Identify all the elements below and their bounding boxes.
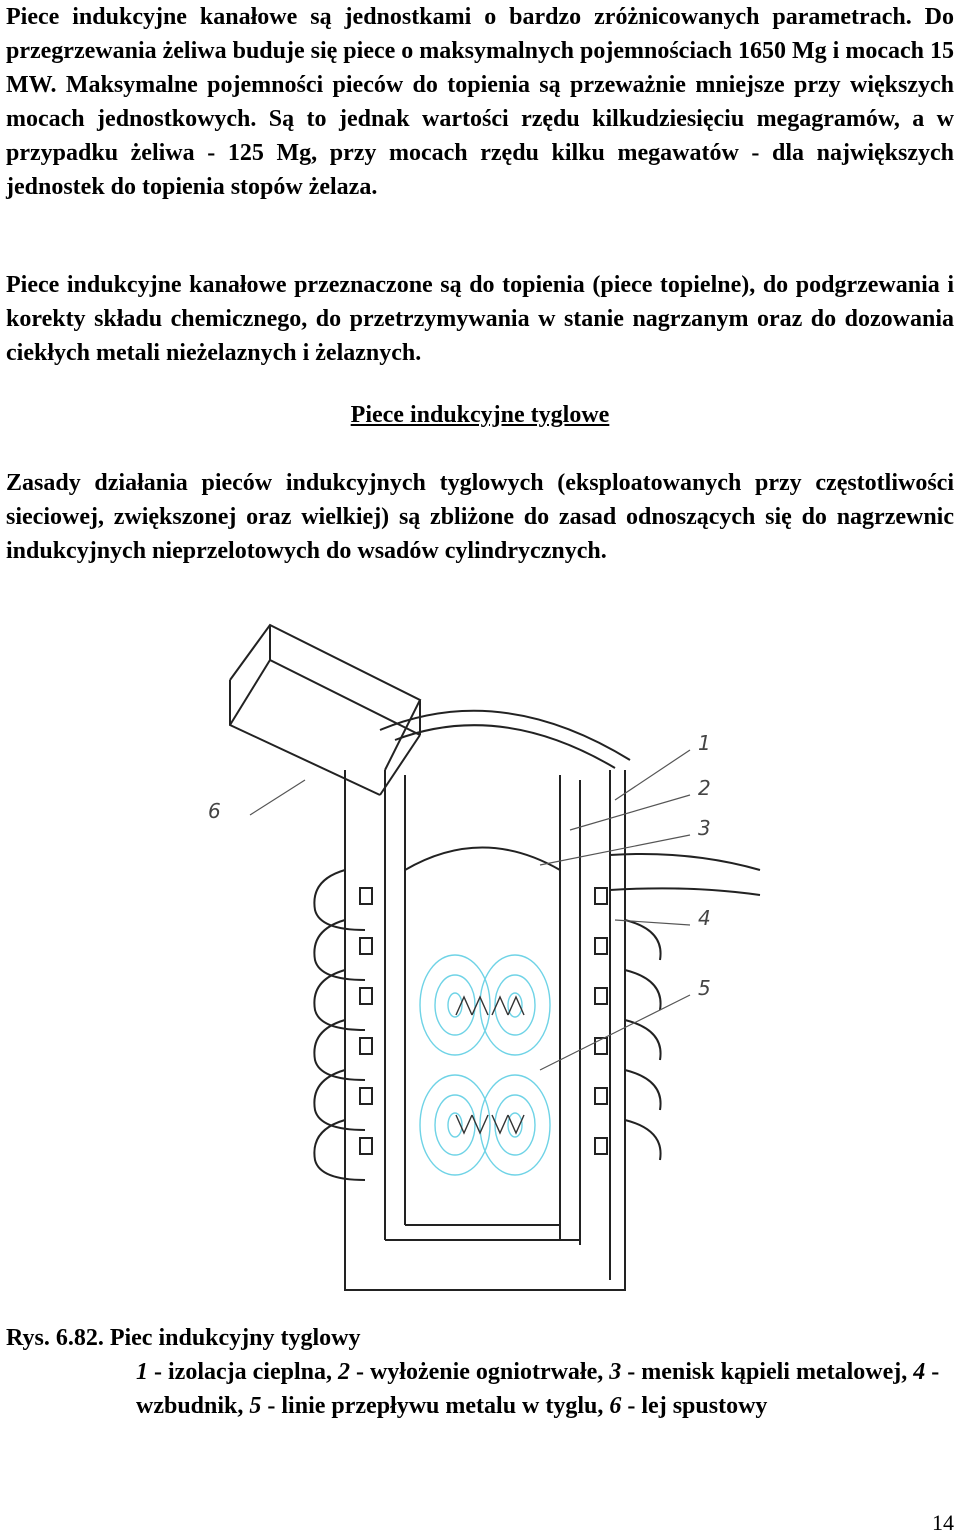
- metal-flow-lines: [420, 955, 550, 1175]
- label-4: 4: [698, 906, 711, 930]
- legend-text-1: - izolacja cieplna,: [148, 1359, 338, 1385]
- legend-num-4: 4: [913, 1359, 926, 1385]
- label-3: 3: [698, 816, 711, 840]
- legend-text-3: - menisk kąpieli metalowej,: [621, 1359, 914, 1385]
- outlet-pipe: [610, 854, 760, 870]
- paragraph-applications: Piece indukcyjne kanałowe przeznaczone są do topienia (piece topielne), do podgrzewania i korekty składu chemicznego, do przetrzymywania w stanie nagrzanym oraz do dozowania ciekłych metali nieżelaznych i żelaznych.: [6, 272, 954, 366]
- meniscus: [405, 848, 560, 871]
- induction-coil-left: [314, 870, 365, 1180]
- outer-rim-inner: [395, 725, 615, 768]
- legend-num-3: 3: [609, 1359, 622, 1385]
- legend-num-6: 6: [609, 1393, 622, 1419]
- section-heading: Piece indukcyjne tyglowe: [350, 402, 610, 428]
- label-2: 2: [698, 776, 711, 800]
- legend-num-5: 5: [249, 1393, 262, 1419]
- legend-num-2: 2: [337, 1359, 350, 1385]
- page-number: 14: [932, 1510, 954, 1535]
- paragraph-intro: Piece indukcyjne kanałowe są jednostkami o bardzo zróżnicowanych parametrach. Do przegrzewania żeliwa buduje się piece o maksymalnych pojemnościach 1650 Mg i mocach 15 MW. Maksymalne pojemności pieców do topienia są przeważnie mniejsze przy większych mocach jednostkowych. Są to jednak wartości rzędu kilkudziesięciu megagramów, a w przypadku żeliwa - 125 Mg, przy mocach rzędu kilku megawatów - dla największych jednostek do topienia stopów żelaza.: [6, 4, 954, 200]
- outer-rim: [380, 711, 630, 760]
- coil-sections-left: [360, 888, 372, 1154]
- label-1: 1: [698, 731, 711, 755]
- induction-coil-right: [625, 920, 661, 1160]
- legend-text-4: - wzbudnik,: [136, 1359, 940, 1419]
- legend-text-5: - linie przepływu metalu w tyglu,: [261, 1393, 610, 1419]
- label-6: 6: [208, 799, 221, 823]
- spout-top: [230, 625, 420, 770]
- figure-caption-title: Rys. 6.82. Piec indukcyjny tyglowy: [6, 1325, 361, 1351]
- furnace-drawing: [230, 625, 760, 1290]
- legend-num-1: 1: [136, 1359, 148, 1385]
- legend-text-6: - lej spustowy: [621, 1393, 768, 1419]
- crucible-furnace-figure: [170, 620, 770, 1310]
- label-5: 5: [698, 976, 711, 1000]
- coil-sections-right: [595, 888, 607, 1154]
- legend-text-2: - wyłożenie ogniotrwałe,: [349, 1359, 610, 1385]
- paragraph-principles: Zasady działania pieców indukcyjnych tyglowych (eksploatowanych przy częstotliwości sieciowej, zwiększonej oraz wielkiej) są zbliżone do zasad odnoszących się do nagrzewnic indukcyjnych nieprzelotowych do wsadów cylindrycznych.: [6, 470, 954, 564]
- figure-caption-legend: [136, 1355, 946, 1423]
